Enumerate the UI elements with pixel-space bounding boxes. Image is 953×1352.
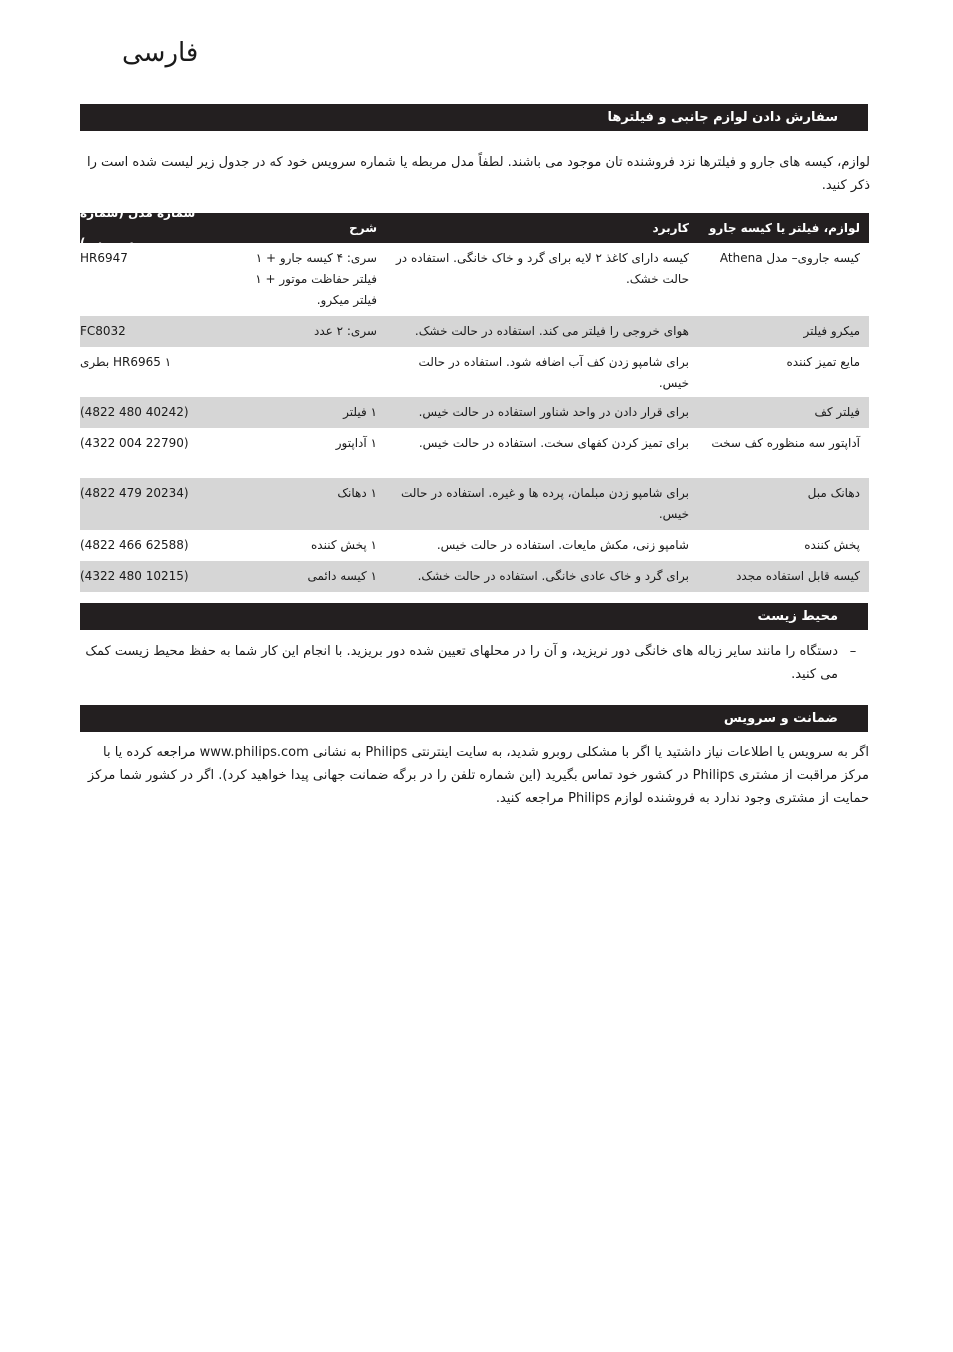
cell-usage: برای تمیز کردن کفهای سخت. استفاده در حالت خیس.: [418, 436, 689, 450]
table-row: [80, 347, 869, 397]
cell-model: (4822 466 62588): [80, 538, 189, 552]
table-row: [80, 530, 869, 561]
cell-usage: برای شامپو زدن کف آب اضافه شود. استفاده در حالت خیس.: [418, 355, 689, 390]
language-title: فارسی: [122, 38, 199, 68]
dash-bullet: –: [849, 644, 857, 659]
cell-description: ۱ پخش کننده: [310, 538, 377, 552]
cell-item: کیسه قابل استفاده مجدد: [736, 569, 860, 583]
guarantee-text: اگر به سرویس یا اطلاعات نیاز داشتید یا اگر با مشکلی روبرو شدید، به سایت اینترنتی Philips به نشانی www.philips.com مراجعه کرده یا با مرکز مراقبت از مشتری Philips در کشور خود تماس بگیرید (این شماره تلفن را در برگه ضمانت جهانی پیدا خواهید کرد). اگر در کشور شما مرکز حمایت از مشتری وجود ندارد به فروشنده لوازم Philips مراجعه کنید.: [87, 745, 869, 806]
cell-usage: برای شامپو زدن مبلمان، پرده ها و غیره. استفاده در حالت خیس.: [400, 486, 689, 521]
cell-model: (4322 004 22790): [80, 436, 189, 450]
cell-description: ۱ فیلتر: [343, 405, 377, 419]
section-header-environment: محیط زیست: [80, 603, 868, 630]
cell-item: آداپتور سه منظوره کف سخت: [711, 436, 860, 450]
table-row: [80, 243, 869, 316]
table-header-row: [80, 206, 869, 250]
cell-item: فیلتر کف: [814, 405, 860, 419]
table-row: [80, 397, 869, 428]
cell-model: HR6947: [80, 251, 128, 265]
cell-item: مایع تمیز کننده: [786, 355, 860, 369]
table-row: [80, 478, 869, 530]
table-row: [80, 428, 869, 478]
cell-usage: برای گرد و خاک عادی خانگی. استفاده در حالت خشک.: [417, 569, 689, 583]
cell-item: پخش کننده: [804, 538, 860, 552]
cell-description: سری: ۲ عدد: [313, 324, 377, 338]
cell-usage: کیسه دارای کاغذ ۲ لایه برای گرد و خاک خانگی. استفاده در حالت خشک.: [396, 251, 689, 286]
cell-item: دهانک مبل: [807, 486, 860, 500]
cell-model: HR6965 ۱ بطری: [80, 355, 172, 369]
cell-description: سری: ۴ کیسه جارو + ۱ فیلتر حفاظت موتور + ۱ فیلتر میکرو.: [255, 251, 377, 307]
table-row: [80, 316, 869, 347]
accessories-table: [80, 206, 869, 592]
cell-description: ۱ دهانک: [337, 486, 377, 500]
cell-model: (4322 480 10215): [80, 569, 189, 583]
header-description: شرح: [349, 221, 377, 235]
section-header-guarantee: ضمانت و سرویس: [80, 705, 868, 732]
header-item: لوازم، فیلتر یا کیسه جارو: [708, 221, 860, 235]
cell-model: (4822 480 40242): [80, 405, 189, 419]
cell-model: FC8032: [80, 324, 126, 338]
accessories-intro: لوازم، کیسه های جارو و فیلترها نزد فروشنده تان موجود می باشند. لطفاً مدل مربطه یا شماره سرویس خود که در جدول زیر لیست شده است را ذکر کنید.: [86, 155, 870, 193]
cell-item: کیسه جاروی– مدل Athena: [719, 251, 860, 265]
cell-usage: شامپو زنی، مکش مایعات. استفاده در حالت خیس.: [436, 538, 689, 552]
cell-item: میکرو فیلتر: [803, 324, 860, 338]
section-header-accessories: سفارش دادن لوازم جانبی و فیلترها: [80, 104, 868, 131]
cell-usage: هوای خروجی را فیلتر می کند. استفاده در حالت خشک.: [414, 324, 689, 338]
cell-description: [245, 347, 386, 397]
header-usage: کاربرد: [652, 221, 689, 235]
cell-description: ۱ آداپتور: [335, 436, 377, 450]
cell-usage: برای قرار دادن در واحد شناور استفاده در حالت خیس.: [418, 405, 689, 419]
environment-list-item: [80, 640, 868, 686]
table-row: [80, 561, 869, 592]
cell-description: ۱ کیسه دائمی: [307, 569, 377, 583]
header-model: شماره مدل (شماره سرویس): [80, 206, 196, 250]
cell-model: (4822 479 20234): [80, 486, 189, 500]
environment-text: دستگاه را مانند سایر زباله های خانگی دور نریزید، و آن را در محلهای تعیین شده دور بریزید. با انجام این کار شما به حفظ محیط زیست کمک می کنید.: [85, 644, 838, 682]
